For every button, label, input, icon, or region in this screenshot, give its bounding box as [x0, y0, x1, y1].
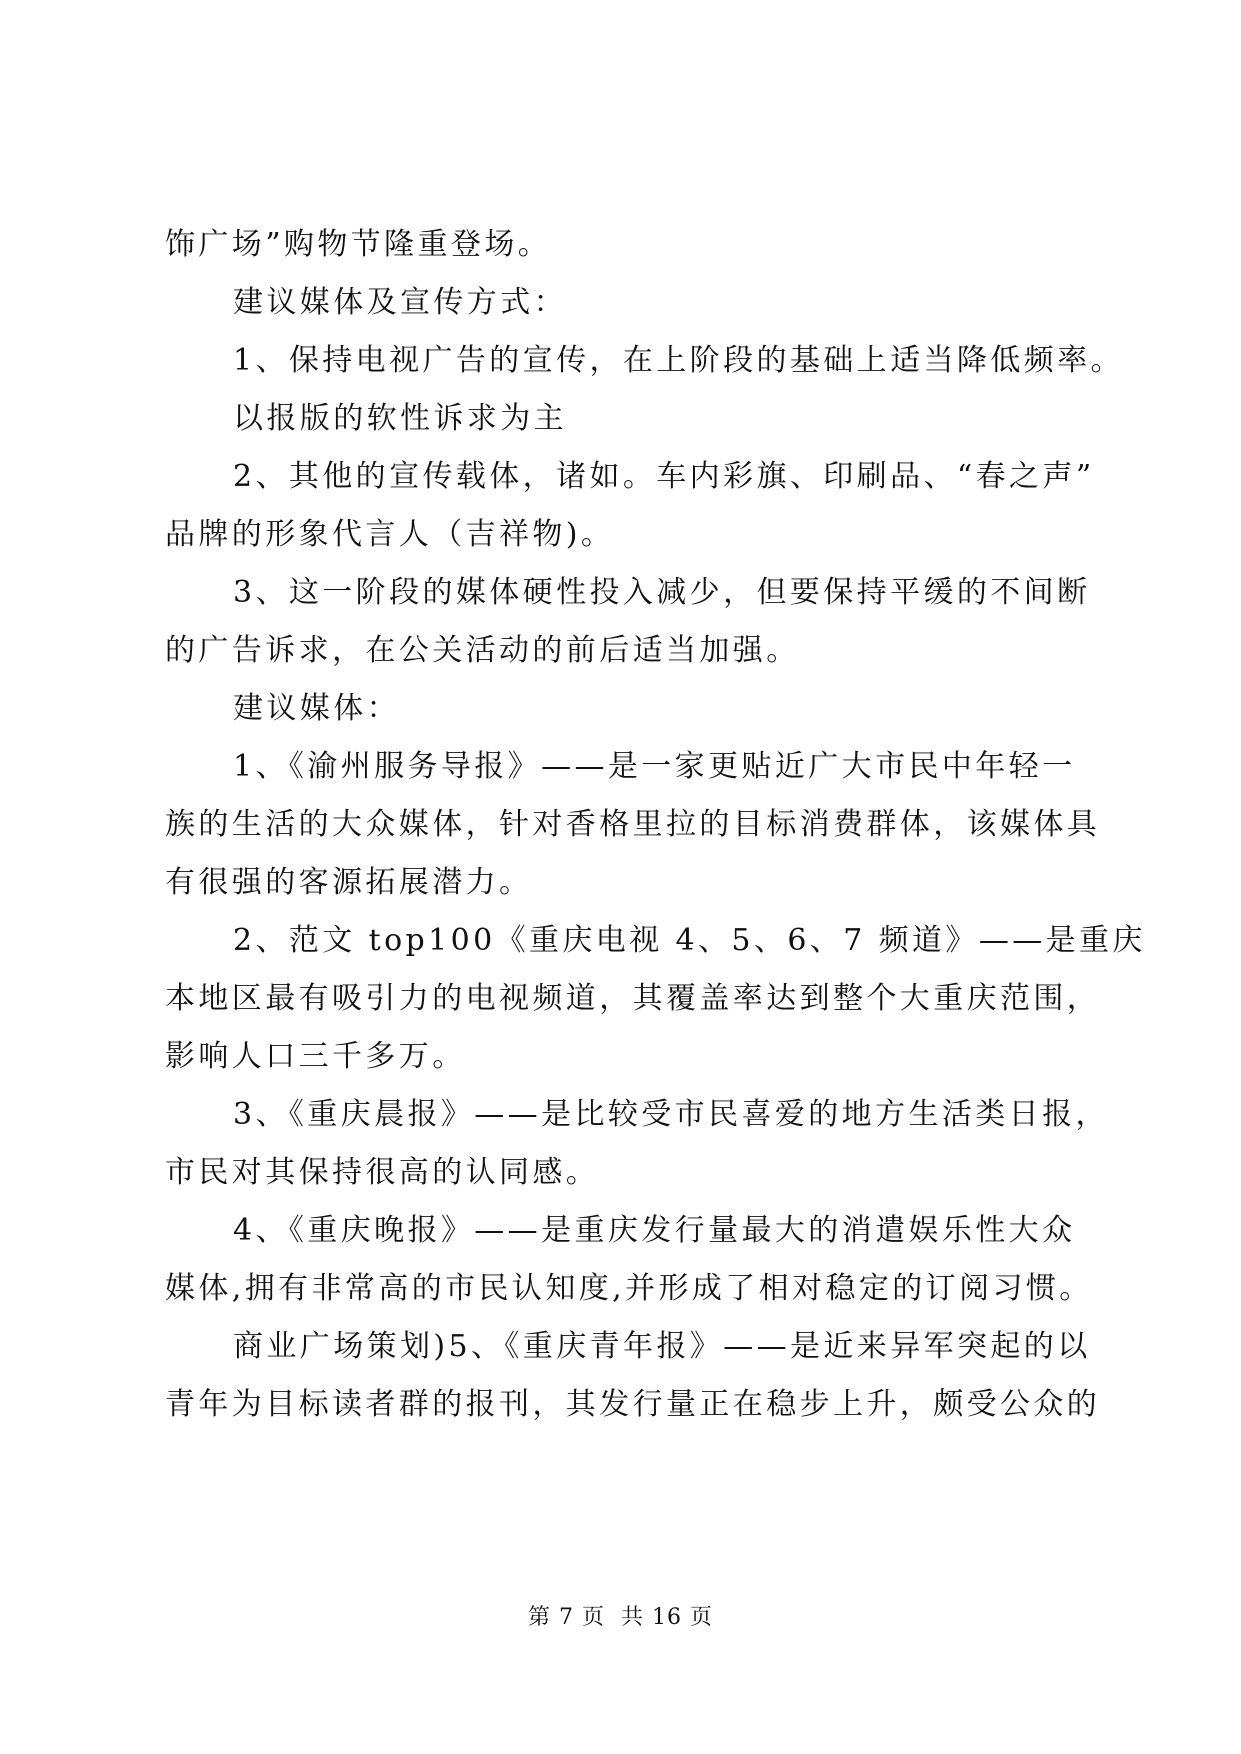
page-total: 共 16 页	[621, 1605, 713, 1630]
text-line: 本地区最有吸引力的电视频道，其覆盖率达到整个大重庆范围，	[165, 981, 1101, 1016]
text-line: 有很强的客源拓展潜力。	[165, 865, 533, 900]
text-line: 影响人口三千多万。	[165, 1039, 466, 1074]
text-line: 市民对其保持很高的认同感。	[165, 1155, 600, 1190]
page-footer	[0, 1600, 1241, 1631]
text-line: 媒体,拥有非常高的市民认知度,并形成了相对稳定的订阅习惯。	[165, 1271, 1093, 1306]
text-line: 3、这一阶段的媒体硬性投入减少，但要保持平缓的不间断	[233, 575, 1091, 610]
text-line: 的广告诉求，在公关活动的前后适当加强。	[165, 633, 800, 668]
page-number: 第 7 页	[528, 1605, 605, 1630]
text-line: 2、其他的宣传载体，诸如。车内彩旗、印刷品、“春之声”	[233, 459, 1095, 494]
text-line: 4、《重庆晚报》——是重庆发行量最大的消遣娱乐性大众	[233, 1213, 1076, 1248]
text-line: 2、范文 top100《重庆电视 4、5、6、7 频道》——是重庆	[233, 923, 1146, 958]
text-line: 青年为目标读者群的报刊，其发行量正在稳步上升，颇受公众的	[165, 1387, 1101, 1422]
text-line: 建议媒体及宣传方式：	[233, 285, 567, 320]
text-line: 饰广场”购物节隆重登场。	[165, 227, 552, 262]
text-line: 1、保持电视广告的宣传，在上阶段的基础上适当降低频率。	[233, 343, 1124, 378]
text-line: 以报版的软性诉求为主	[233, 401, 567, 436]
text-line: 1、《渝州服务导报》——是一家更贴近广大市民中年轻一	[233, 749, 1076, 784]
text-line: 3、《重庆晨报》——是比较受市民喜爱的地方生活类日报，	[233, 1097, 1109, 1132]
text-line: 商业广场策划)5、《重庆青年报》——是近来异军突起的以	[233, 1329, 1091, 1364]
text-line: 品牌的形象代言人（吉祥物)。	[165, 517, 615, 552]
text-line: 族的生活的大众媒体，针对香格里拉的目标消费群体，该媒体具	[165, 807, 1101, 842]
text-line: 建议媒体：	[233, 691, 400, 726]
